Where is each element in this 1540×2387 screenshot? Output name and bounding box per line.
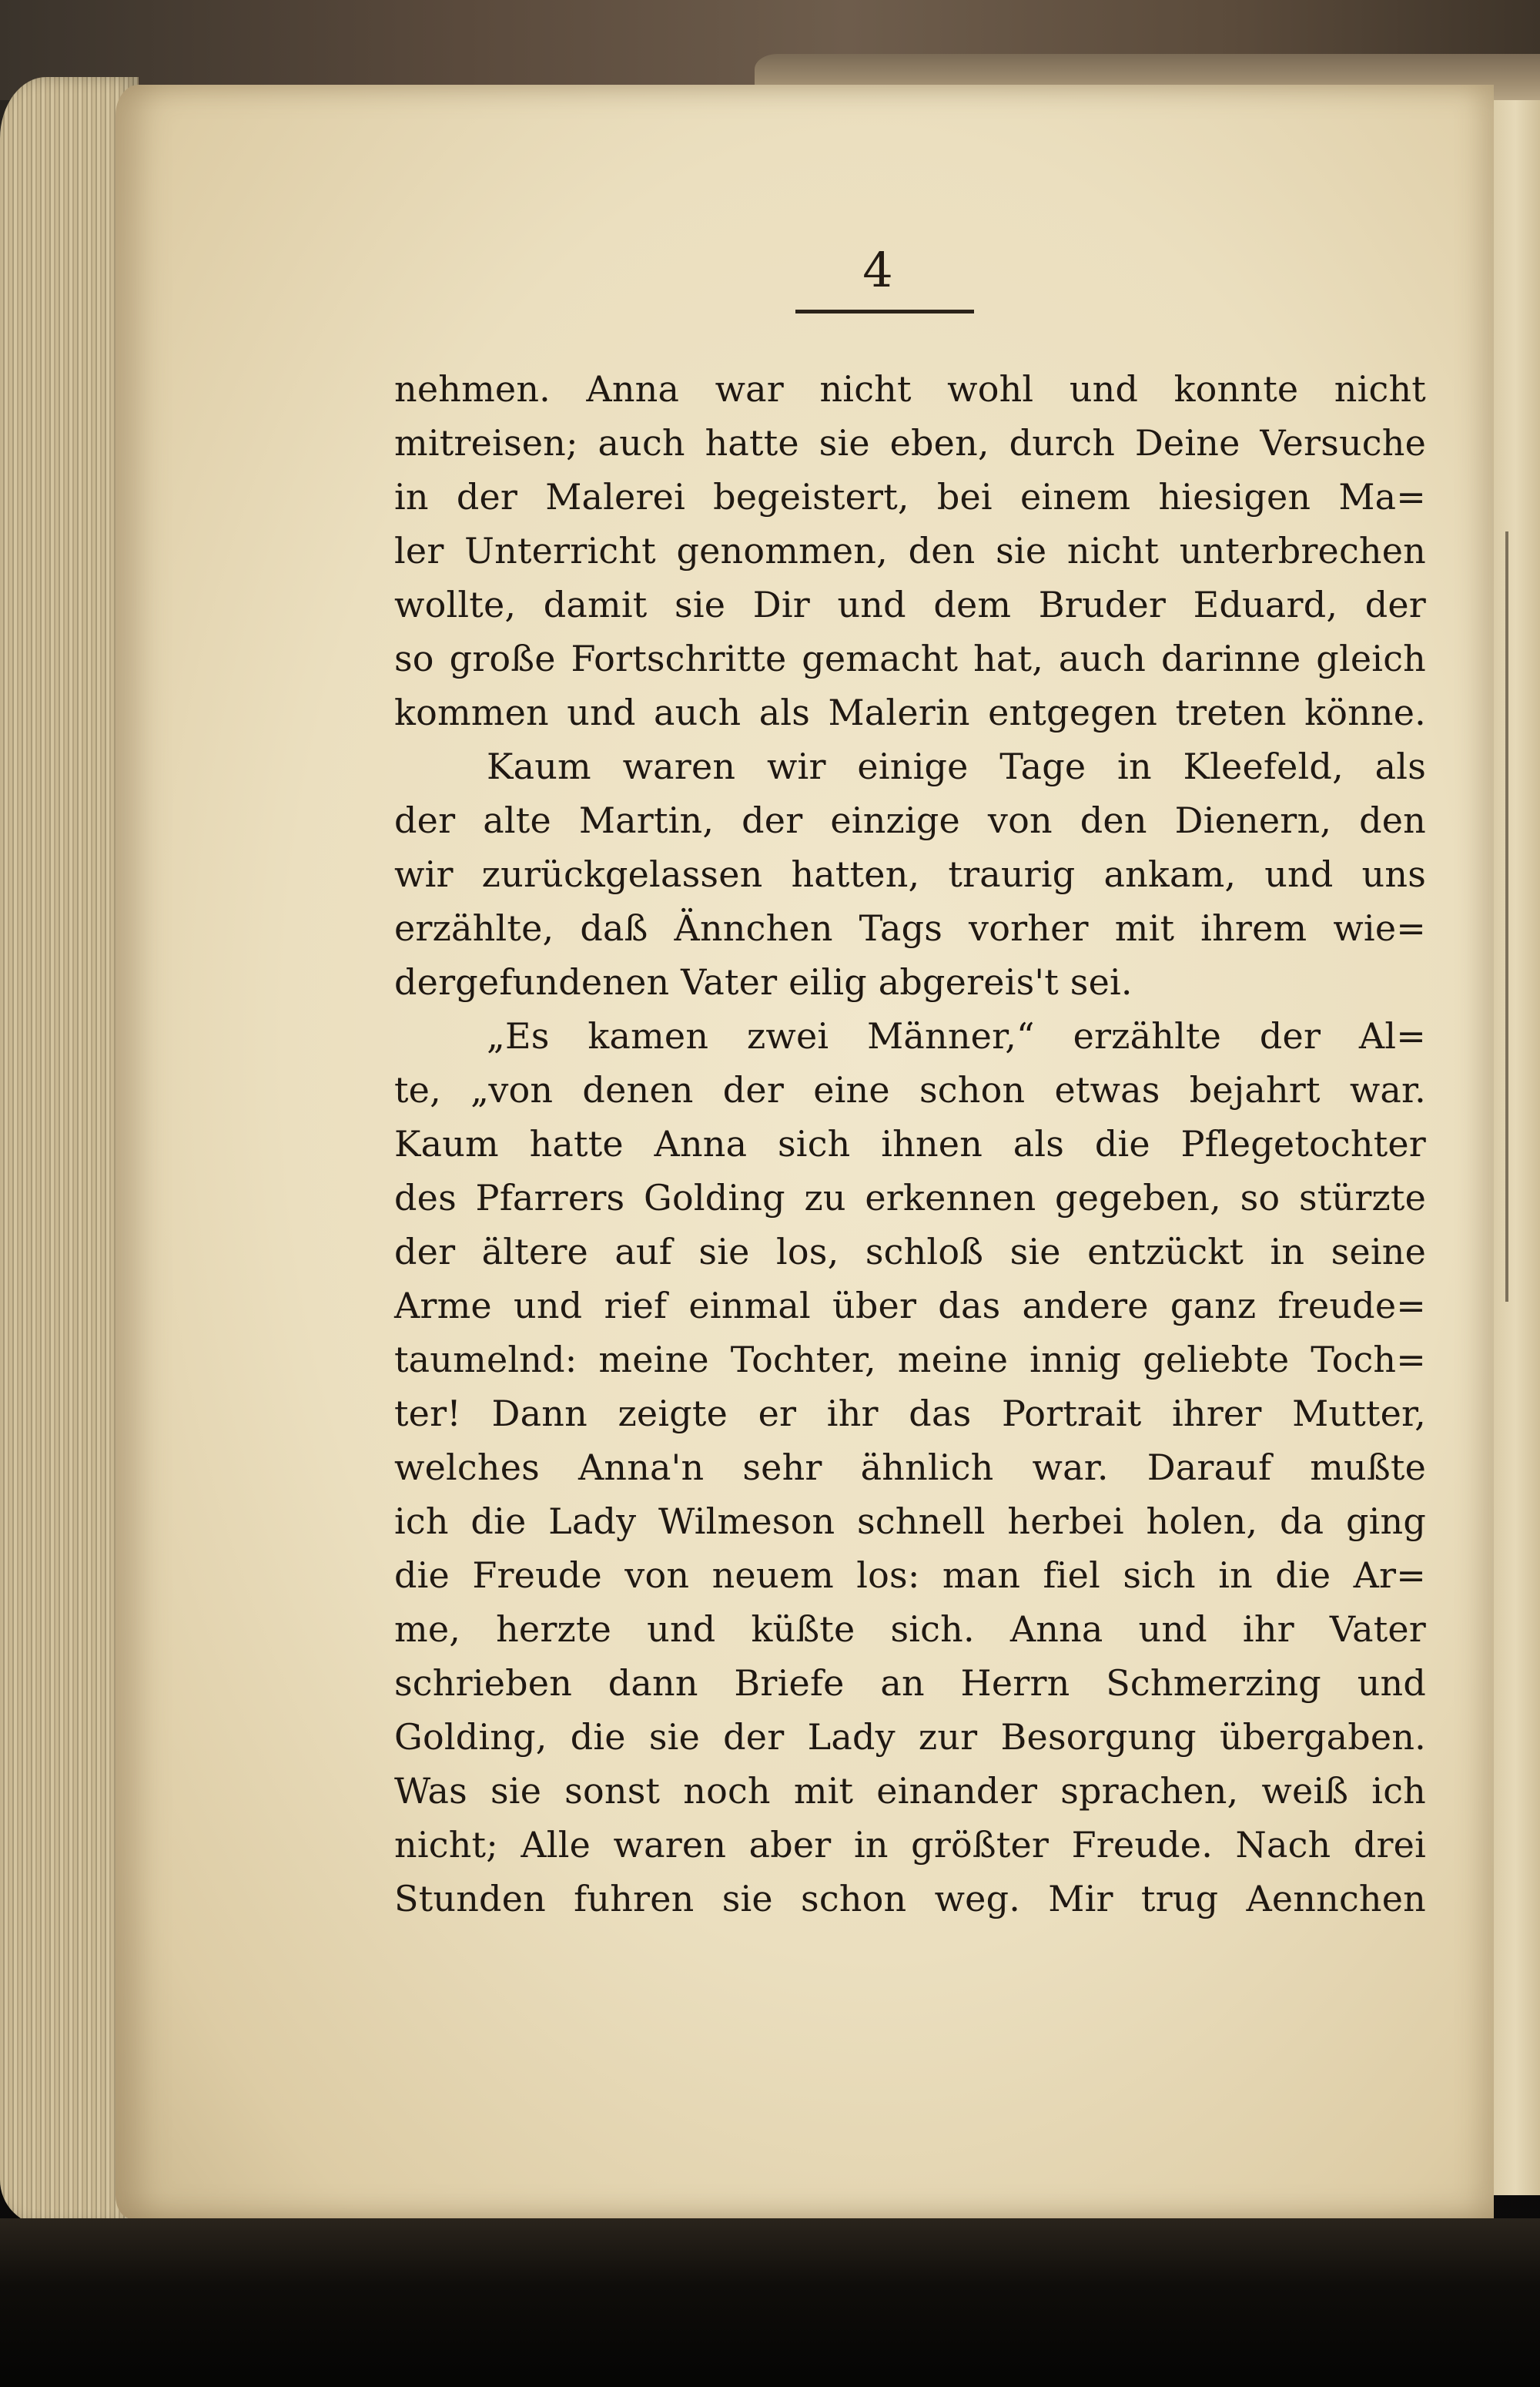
text-line: ich die Lady Wilmeson schnell herbei holen, da ging: [394, 1500, 1426, 1542]
text-line: wollte, damit sie Dir und dem Bruder Eduard, der: [394, 584, 1426, 625]
text-line: wir zurückgelassen hatten, traurig ankam, und uns: [394, 853, 1426, 895]
text-line: der ältere auf sie los, schloß sie entzückt in seine: [394, 1231, 1426, 1272]
text-line: te, „von denen der eine schon etwas bejahrt war.: [394, 1069, 1426, 1111]
background-shadow: [0, 2218, 1540, 2387]
text-line: Kaum waren wir einige Tage in Kleefeld, als: [487, 746, 1426, 787]
text-line: Was sie sonst noch mit einander sprachen, weiß ich: [394, 1770, 1426, 1812]
text-line: des Pfarrers Golding zu erkennen gegeben, so stürzte: [394, 1177, 1426, 1219]
text-line: die Freude von neuem los: man fiel sich in die Ar=: [394, 1554, 1426, 1596]
text-line: me, herzte und küßte sich. Anna und ihr Vater: [394, 1608, 1426, 1650]
text-line: Golding, die sie der Lady zur Besorgung übergaben.: [394, 1716, 1426, 1758]
text-line: mitreisen; auch hatte sie eben, durch Deine Versuche: [394, 422, 1426, 464]
text-line: taumelnd: meine Tochter, meine innig geliebte Toch=: [394, 1339, 1426, 1380]
text-line: erzählte, daß Ännchen Tags vorher mit ihrem wie=: [394, 907, 1426, 949]
facing-page-marks: [1505, 531, 1515, 1302]
text-line: so große Fortschritte gemacht hat, auch darinne gleich: [394, 638, 1426, 679]
text-line: der alte Martin, der einzige von den Dienern, den: [394, 800, 1426, 841]
page-number: 4: [862, 242, 893, 298]
text-line: nicht; Alle waren aber in größter Freude. Nach drei: [394, 1824, 1426, 1866]
body-text: [394, 362, 1426, 1926]
text-line: Stunden fuhren sie schon weg. Mir trug Aennchen: [394, 1878, 1426, 1919]
text-line: nehmen. Anna war nicht wohl und konnte nicht: [394, 368, 1426, 410]
text-line: dergefundenen Vater eilig abgereis't sei.: [394, 961, 1133, 1003]
text-line: welches Anna'n sehr ähnlich war. Darauf mußte: [394, 1447, 1426, 1488]
text-line: ler Unterricht genommen, den sie nicht unterbrechen: [394, 530, 1426, 572]
text-line: Arme und rief einmal über das andere ganz freude=: [394, 1285, 1426, 1326]
header-rule: [795, 310, 974, 313]
text-line: in der Malerei begeistert, bei einem hiesigen Ma=: [394, 476, 1426, 518]
text-line: ter! Dann zeigte er ihr das Portrait ihrer Mutter,: [394, 1393, 1426, 1434]
text-line: „Es kamen zwei Männer,“ erzählte der Al=: [487, 1015, 1426, 1057]
text-line: Kaum hatte Anna sich ihnen als die Pflegetochter: [394, 1123, 1426, 1165]
text-line: kommen und auch als Malerin entgegen treten könne.: [394, 692, 1426, 733]
text-line: schrieben dann Briefe an Herrn Schmerzing und: [394, 1662, 1426, 1704]
